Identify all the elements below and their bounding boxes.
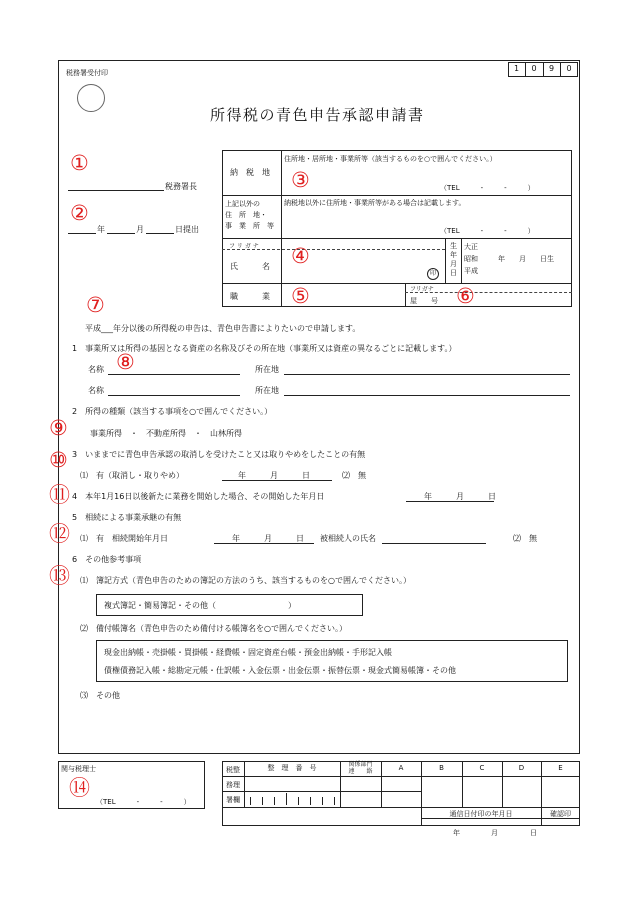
date-stamp-label: 通信日付印の年月日 bbox=[449, 810, 513, 818]
other-address-label: 住 所 地・ bbox=[225, 211, 267, 219]
section6-other: ⑶ その他 bbox=[80, 691, 120, 700]
row-label: 務理 bbox=[226, 781, 240, 789]
row-label: 署欄 bbox=[226, 796, 240, 804]
annotation-10: ⑩ bbox=[49, 448, 68, 472]
seiri-number-label: 整 理 番 号 bbox=[267, 764, 317, 772]
form-number-box bbox=[508, 62, 578, 77]
receipt-stamp-label: 税務署受付印 bbox=[66, 69, 108, 77]
birth-label: 生年月日 bbox=[450, 242, 457, 277]
seal-mark: 印 bbox=[427, 268, 439, 280]
annotation-12: ⑫ bbox=[49, 522, 70, 546]
s1-location-label: 所在地 bbox=[255, 365, 279, 374]
annotation-5: ⑤ bbox=[291, 284, 310, 308]
other-address-label: 上記以外の bbox=[225, 200, 260, 208]
page-title: 所得税の青色申告承認申請書 bbox=[210, 106, 425, 124]
bookkeeping-options: 複式簿記・簡易簿記・その他（ ） bbox=[104, 601, 296, 610]
section1-heading: 1 事業所又は所得の基因となる資産の名称及びその所在地（事業所又は資産の異なるごとに記載します。） bbox=[72, 344, 457, 353]
declaration: 平成___年分以後の所得税の申告は、青色申告書によりたいので申請します。 bbox=[85, 324, 361, 333]
s5-date: 年 月 日 bbox=[232, 534, 304, 543]
ledger-line-2: 債権債務記入帳・総勘定元帳・仕訳帳・入金伝票・出金伝票・振替伝票・現金式簡易帳簿・その他 bbox=[104, 666, 456, 675]
s1-location-label: 所在地 bbox=[255, 386, 279, 395]
tel-1: （TEL - - ） bbox=[440, 184, 535, 192]
nozeichi-note: 住所地・居所地・事業所等（該当するものを○で囲んでください。） bbox=[284, 155, 497, 163]
seiri-number-boxes bbox=[250, 793, 334, 805]
section5-heading: 5 相続による事業承継の有無 bbox=[72, 513, 182, 522]
month-label: 月 bbox=[136, 225, 144, 234]
col-c: C bbox=[479, 764, 485, 772]
era-taisho: 大正 bbox=[464, 243, 478, 251]
tel-2: （TEL - - ） bbox=[440, 227, 535, 235]
s3-yes: ⑴ 有（取消し・取りやめ） bbox=[80, 471, 184, 480]
s5-heir: 被相続人の氏名 bbox=[320, 534, 376, 543]
zeimu-label: 税整 bbox=[226, 766, 240, 774]
ledgers-heading: ⑵ 備付帳簿名（青色申告のため備付ける帳簿名を○で囲んでください。） bbox=[80, 624, 347, 633]
name-label: 氏 名 bbox=[230, 262, 270, 271]
day-submit-label: 日提出 bbox=[175, 225, 199, 234]
annotation-7: ⑦ bbox=[86, 293, 105, 317]
annotation-8: ⑧ bbox=[116, 350, 135, 374]
annotation-13: ⑬ bbox=[49, 564, 70, 588]
birth-units: 年 月 日生 bbox=[498, 255, 554, 263]
trade-name-label: 屋 号 bbox=[410, 297, 438, 305]
receipt-stamp-circle bbox=[77, 84, 105, 112]
furigana2-label: フリガナ bbox=[410, 286, 434, 293]
other-address-note: 納税地以外に住所地・事業所等がある場合は記載します。 bbox=[284, 199, 466, 207]
form-digit: 1 bbox=[513, 64, 520, 73]
section4-heading: 4 本年1月16日以後新たに業務を開始した場合、その開始した年月日 bbox=[72, 492, 325, 501]
form-digit: 0 bbox=[531, 64, 537, 73]
furigana-label: フ リ ガ ナ bbox=[229, 243, 259, 250]
era-heisei: 平成 bbox=[464, 267, 478, 275]
col-b: B bbox=[439, 764, 444, 772]
ledger-line-1: 現金出納帳・売掛帳・買掛帳・経費帳・固定資産台帳・預金出納帳・手形記入帳 bbox=[104, 648, 392, 657]
section2-heading: 2 所得の種類（該当する事項を○で囲んでください。） bbox=[72, 407, 273, 416]
era-showa: 昭和 bbox=[464, 255, 478, 263]
s4-date: 年 月 日 bbox=[424, 492, 496, 501]
nozeichi-label: 納 税 地 bbox=[230, 168, 270, 177]
year-label: 年 bbox=[97, 225, 105, 234]
footer-month: 月 bbox=[491, 829, 498, 837]
annotation-4: ④ bbox=[291, 244, 310, 268]
s1-name-label: 名称 bbox=[88, 365, 104, 374]
tax-accountant-tel: （TEL - - ） bbox=[96, 798, 191, 806]
annotation-14: ⑭ bbox=[69, 776, 90, 800]
office-suffix: 税務署長 bbox=[165, 182, 197, 191]
s3-date: 年 月 日 bbox=[238, 471, 310, 480]
other-address-label: 事 業 所 等 bbox=[225, 222, 274, 230]
bookkeeping-heading: ⑴ 簿記方式（青色申告のための簿記の方法のうち、該当するものを○で囲んでください。） bbox=[80, 576, 411, 585]
col-d: D bbox=[518, 764, 525, 772]
annotation-3: ③ bbox=[291, 168, 310, 192]
form-digit: 9 bbox=[548, 64, 555, 73]
tax-accountant-label: 関与税理士 bbox=[61, 765, 96, 773]
s5-yes: ⑴ 有 相続開始年月日 bbox=[80, 534, 168, 543]
renraku-label: 連 絡 bbox=[348, 768, 373, 775]
footer-year: 年 bbox=[453, 829, 460, 837]
s5-no: ⑵ 無 bbox=[513, 534, 537, 543]
section6-heading: 6 その他参考事項 bbox=[72, 555, 142, 564]
form-digit: 0 bbox=[566, 64, 572, 73]
confirm-label: 確認印 bbox=[550, 810, 571, 818]
annotation-2: ② bbox=[70, 201, 89, 225]
occupation-label: 職 業 bbox=[230, 292, 270, 301]
s3-no: ⑵ 無 bbox=[342, 471, 366, 480]
annotation-1: ① bbox=[70, 151, 89, 175]
col-e: E bbox=[558, 764, 563, 772]
kankei-label: 関係部門 bbox=[348, 761, 373, 768]
annotation-11: ⑪ bbox=[49, 483, 70, 507]
income-types: 事業所得 ・ 不動産所得 ・ 山林所得 bbox=[90, 429, 242, 438]
annotation-6: ⑥ bbox=[456, 284, 475, 308]
footer-day: 日 bbox=[530, 829, 537, 837]
s1-name-label: 名称 bbox=[88, 386, 104, 395]
section3-heading: 3 いままでに青色申告承認の取消しを受けたこと又は取りやめをしたことの有無 bbox=[72, 450, 366, 459]
col-a: A bbox=[398, 764, 404, 772]
annotation-9: ⑨ bbox=[49, 416, 68, 440]
